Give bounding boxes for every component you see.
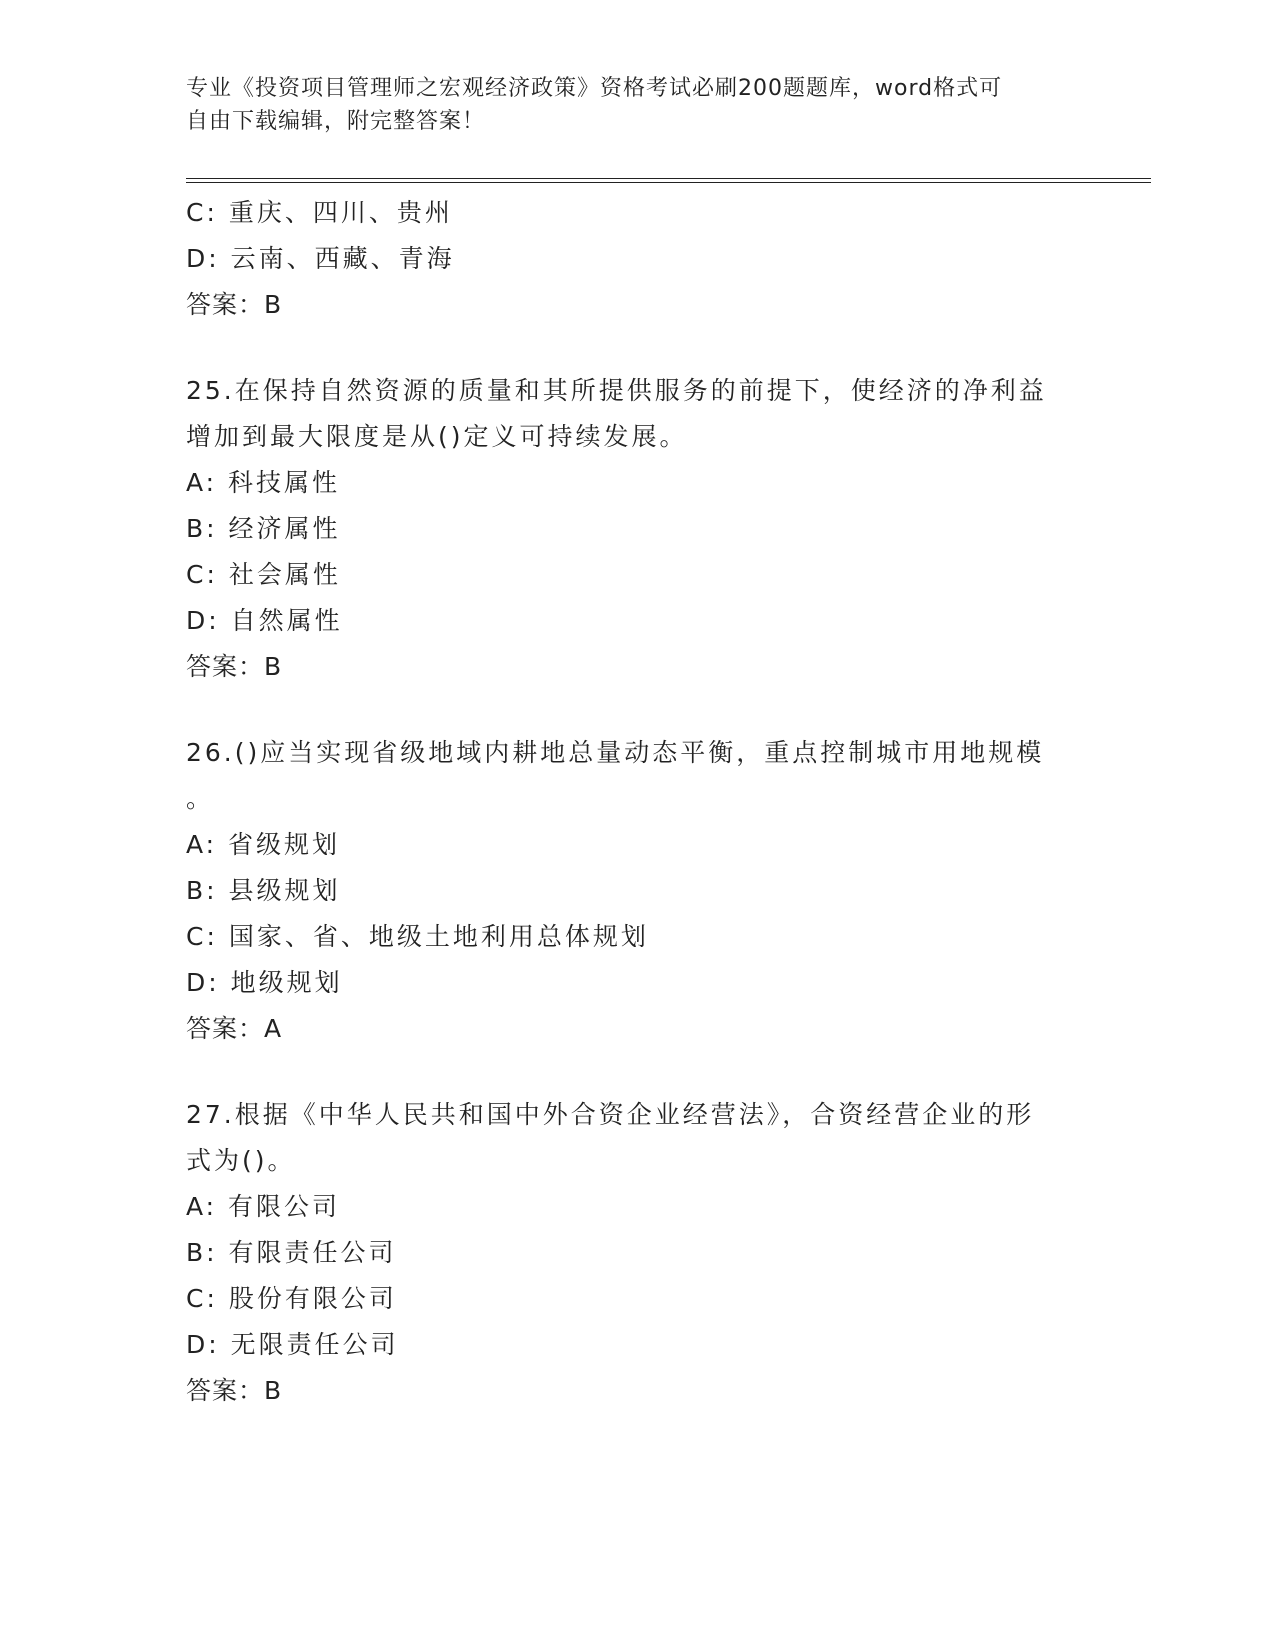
- header-title-line-1: 专业《投资项目管理师之宏观经济政策》资格考试必刷200题题库，word格式可: [186, 76, 1003, 101]
- option-b: B: 有限责任公司: [186, 1238, 397, 1267]
- option-c: C: 股份有限公司: [186, 1284, 397, 1313]
- option-a: A: 有限公司: [186, 1192, 341, 1221]
- option-d: D: 无限责任公司: [186, 1330, 399, 1359]
- option-c: C: 国家、省、地级土地利用总体规划: [186, 922, 649, 951]
- option-c: C: 重庆、四川、贵州: [186, 198, 453, 227]
- question-block-26: [186, 730, 1086, 1052]
- question-stem-line: 。: [186, 784, 215, 813]
- option-b: B: 经济属性: [186, 514, 341, 543]
- option-a: A: 省级规划: [186, 830, 341, 859]
- spacer: [186, 328, 1086, 368]
- document-header: [186, 72, 1066, 138]
- header-divider-bottom: [186, 182, 1151, 183]
- question-list: [186, 190, 1086, 1414]
- answer-line: 答案：B: [186, 1376, 283, 1405]
- option-b: B: 县级规划: [186, 876, 341, 905]
- option-d: D: 自然属性: [186, 606, 343, 635]
- question-block-27: [186, 1092, 1086, 1414]
- answer-line: 答案：A: [186, 1014, 283, 1043]
- question-stem-line: 25.在保持自然资源的质量和其所提供服务的前提下，使经济的净利益: [186, 376, 1047, 405]
- option-d: D: 地级规划: [186, 968, 343, 997]
- answer-line: 答案：B: [186, 652, 283, 681]
- option-a: A: 科技属性: [186, 468, 341, 497]
- option-d: D: 云南、西藏、青海: [186, 244, 455, 273]
- spacer: [186, 690, 1086, 730]
- spacer: [186, 1052, 1086, 1092]
- header-title-line-2: 自由下载编辑，附完整答案！: [186, 109, 486, 134]
- header-divider-top: [186, 178, 1151, 179]
- answer-line: 答案：B: [186, 290, 283, 319]
- option-c: C: 社会属性: [186, 560, 341, 589]
- question-block-25: [186, 368, 1086, 690]
- question-block-24: [186, 190, 1086, 328]
- question-stem-line: 增加到最大限度是从()定义可持续发展。: [186, 422, 688, 451]
- question-stem-line: 式为()。: [186, 1146, 296, 1175]
- question-stem-line: 27.根据《中华人民共和国中外合资企业经营法》，合资经营企业的形: [186, 1100, 1035, 1129]
- question-stem-line: 26.()应当实现省级地域内耕地总量动态平衡，重点控制城市用地规模: [186, 738, 1045, 767]
